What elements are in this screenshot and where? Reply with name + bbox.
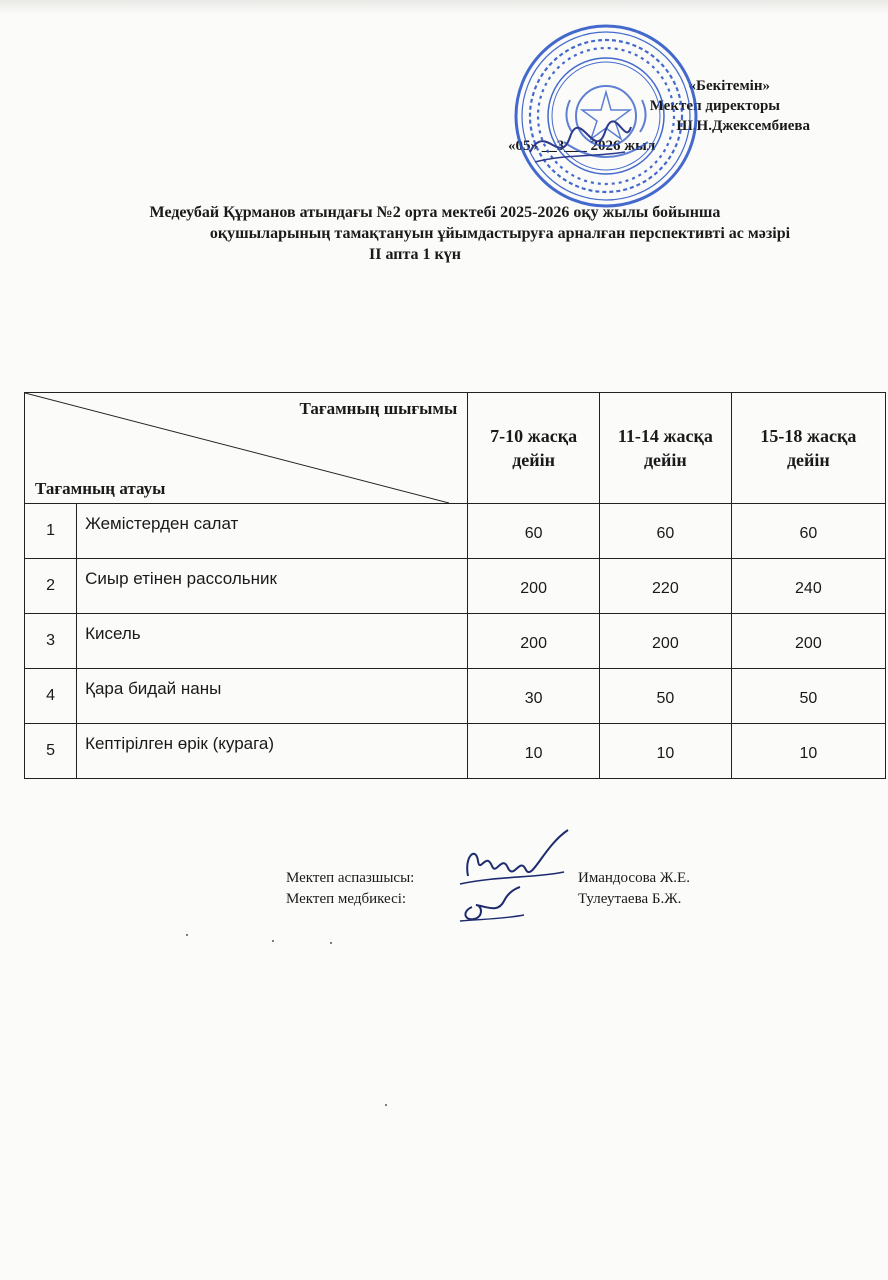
age-group-11-14 [600,393,732,504]
scan-speck [385,1104,387,1106]
menu-table [24,392,886,779]
portion-7-10: 10 [468,724,600,779]
portion-15-18: 240 [731,559,885,614]
row-number: 1 [25,504,77,559]
row-number: 2 [25,559,77,614]
title-line-1: Медеубай Құрманов атындағы №2 орта мектебі 2025-2026 оқу жылы бойынша [149,204,721,221]
portion-11-14: 60 [600,504,732,559]
signatures-block [286,868,786,910]
title-line-3: II апта 1 күн [369,246,461,263]
cook-role: Мектеп аспазшысы: [286,870,415,886]
dish-name: Жемістерден салат [77,504,468,559]
cook-name: Имандосова Ж.Е. [578,870,690,886]
age-group-7-10 [468,393,600,504]
approval-position: Мектеп директоры [649,98,780,114]
portion-11-14: 10 [600,724,732,779]
age-group-label: дейін [512,450,556,470]
age-group-label: дейін [643,450,687,470]
dish-name: Сиыр етінен рассольник [77,559,468,614]
portion-11-14: 220 [600,559,732,614]
table-header-row [25,393,886,504]
portion-11-14: 50 [600,669,732,724]
age-group-label: 11-14 жасқа [617,426,713,446]
portion-11-14: 200 [600,614,732,669]
age-group-15-18 [731,393,885,504]
nurse-role: Мектеп медбикесі: [286,891,407,907]
nurse-name: Тулеутаева Б.Ж. [578,891,682,907]
table-row [25,669,886,724]
portion-7-10: 30 [468,669,600,724]
portion-15-18: 10 [731,724,885,779]
age-group-label: дейін [786,450,830,470]
portion-15-18: 50 [731,669,885,724]
dish-name: Кисель [77,614,468,669]
portion-15-18: 60 [731,504,885,559]
row-number: 4 [25,669,77,724]
dish-name: Қара бидай наны [77,669,468,724]
scan-speck [186,934,188,936]
table-row [25,504,886,559]
header-diagonal-cell [25,393,468,504]
approval-director-name: Ш.Н.Джексембиева [676,118,810,134]
dish-name: Кептірілген өрік (курага) [77,724,468,779]
approval-date: «05» __3___ 2026 жыл [508,138,656,154]
header-output: Тағамның шығымы [299,399,458,418]
row-number: 3 [25,614,77,669]
portion-7-10: 60 [468,504,600,559]
approval-heading: «Бекітемін» [688,78,770,94]
title-line-2: оқушыларының тамақтануын ұйымдастыруға арналған перспективті ас мәзірі [209,225,791,242]
director-signature-icon [525,112,635,172]
document-title [100,202,888,265]
table-row [25,559,886,614]
table-row [25,724,886,779]
age-group-label: 7-10 жасқа [490,426,578,446]
scan-edge [0,0,888,14]
portion-7-10: 200 [468,559,600,614]
age-group-label: 15-18 жасқа [760,426,857,446]
header-dish-name: Тағамның атауы [35,479,166,498]
table-row [25,614,886,669]
row-number: 5 [25,724,77,779]
signature-row-cook [286,868,786,889]
signature-row-nurse [286,889,786,910]
scan-speck [330,942,332,944]
portion-7-10: 200 [468,614,600,669]
portion-15-18: 200 [731,614,885,669]
scan-speck [272,940,274,942]
